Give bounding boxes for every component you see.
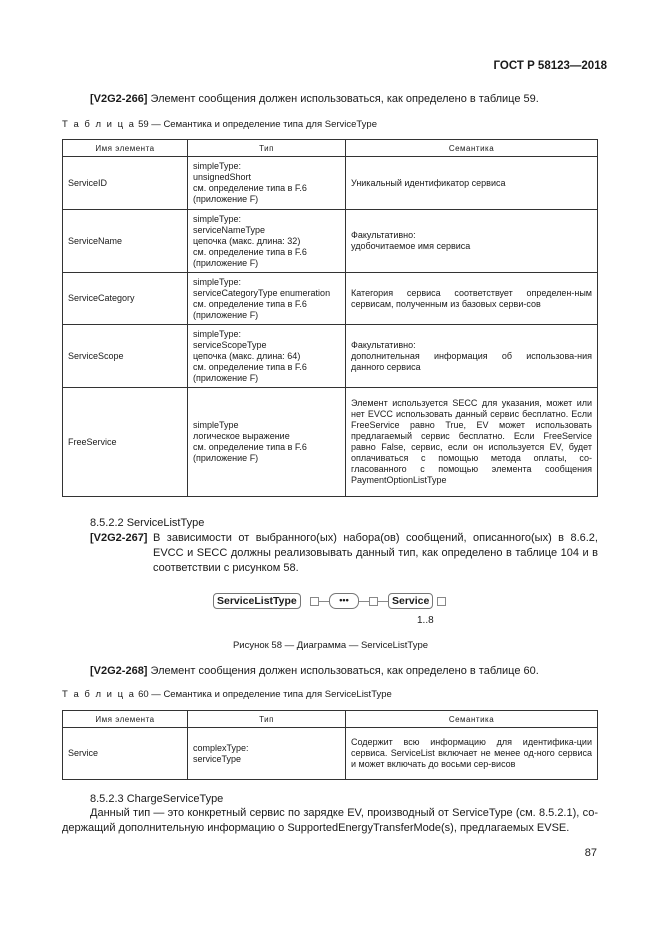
column-header: Тип xyxy=(188,140,346,157)
type-cell xyxy=(188,157,346,210)
type-line: (приложение F) xyxy=(193,257,259,268)
type-line: см. определение типа в F.6 xyxy=(193,246,307,257)
column-header: Семантика xyxy=(346,711,598,728)
type-line: simpleType: xyxy=(193,213,242,224)
figure-58-diagram xyxy=(213,585,453,635)
column-header: Тип xyxy=(188,711,346,728)
semantics-cell: Факультативно: дополнительная информация об использова-ния данного сервиса xyxy=(346,325,598,388)
sequence-square-icon xyxy=(369,597,378,606)
section-text: Данный тип — это конкретный сервис по зарядке EV, производный от ServiceType (см. 8.5.2.1), со-держащий дополнительную информацию о SupportedEnergyTransferMode(s), предлагаемых EVSE. xyxy=(62,807,598,834)
type-line: serviceCategoryType enumeration xyxy=(193,287,331,298)
table-59-caption xyxy=(62,119,377,130)
column-header: Имя элемента xyxy=(63,711,188,728)
section-heading: 8.5.2.3 ChargeServiceType xyxy=(90,793,224,805)
type-cell xyxy=(188,273,346,325)
type-line: (приложение F) xyxy=(193,309,259,320)
type-line: complexType: xyxy=(193,742,249,753)
service-box: Service xyxy=(388,593,433,609)
element-name-cell: ServiceScope xyxy=(63,325,188,388)
element-name-cell: ServiceID xyxy=(63,157,188,210)
semantics-cell: Элемент используется SECC для указания, может или нет EVCC использовать данный сервис бесплатно. Если FreeService равно True, EV может использовать предлагаемый сервис бесплатно. Если FreeService равно False, сервис, если он используется EV, будет оплачиваться с помощью метода оплаты, со-гласованного с помощью элемента сообщения PaymentOptionListType xyxy=(346,388,598,497)
column-header: Семантика xyxy=(346,140,598,157)
column-header: Имя элемента xyxy=(63,140,188,157)
type-line: serviceNameType xyxy=(193,224,266,235)
caption-prefix: Т а б л и ц а xyxy=(62,119,136,130)
requirement-id: [V2G2-268] xyxy=(90,665,148,677)
table-row xyxy=(63,273,598,325)
type-line: serviceType xyxy=(193,753,242,764)
type-line: serviceScopeType xyxy=(193,339,267,350)
table-row xyxy=(63,728,598,780)
semantics-cell: Содержит всю информацию для идентифика-ции сервиса. ServiceList включает не менее од-ного сервиса и может включать до восьми сер-висов xyxy=(346,728,598,780)
type-cell xyxy=(188,210,346,273)
type-line: см. определение типа в F.6 xyxy=(193,183,307,193)
figure-58-caption: Рисунок 58 — Диаграмма — ServiceListType xyxy=(232,640,429,651)
connector-line xyxy=(378,601,388,602)
requirement-text: В зависимости от выбранного(ых) набора(ов) сообщений, описанного(ых) в 8.6.2, EVCC и SECC должны реализовывать данный тип, как определено в таблице 104 и в соответствии с рисунком 58. xyxy=(153,532,598,574)
type-line: simpleType: xyxy=(193,276,242,287)
type-line: (приложение F) xyxy=(193,194,259,204)
table-row xyxy=(63,210,598,273)
type-cell xyxy=(188,388,346,497)
type-cell xyxy=(188,325,346,388)
type-line: simpleType xyxy=(193,420,239,430)
type-line: simpleType: xyxy=(193,161,242,171)
element-name-cell: FreeService xyxy=(63,388,188,497)
page-number: 87 xyxy=(584,847,597,859)
semantics-cell: Факультативно: удобочитаемое имя сервиса xyxy=(346,210,598,273)
type-line: цепочка (макс. длина: 32) xyxy=(193,235,301,246)
paragraph-268 xyxy=(90,664,539,679)
type-line: (приложение F) xyxy=(193,453,259,463)
intro-paragraph xyxy=(90,92,600,107)
requirement-id: [V2G2-266] xyxy=(90,93,148,105)
connector-line xyxy=(359,601,369,602)
connector-line xyxy=(319,601,329,602)
table-60-caption xyxy=(62,689,392,700)
type-line: unsignedShort xyxy=(193,172,252,182)
caption-prefix: Т а б л и ц а xyxy=(62,689,136,700)
table-row xyxy=(63,388,598,497)
servicelisttype-box: ServiceListType xyxy=(213,593,301,609)
expand-square-icon xyxy=(310,597,319,606)
requirement-text: Элемент сообщения должен использоваться, как определено в таблице 59. xyxy=(147,93,539,105)
element-name-cell: ServiceName xyxy=(63,210,188,273)
type-line: (приложение F) xyxy=(193,372,259,383)
type-line: simpleType: xyxy=(193,328,242,339)
semantics-cell: Уникальный идентификатор сервиса xyxy=(346,157,598,210)
plus-square-icon xyxy=(437,597,446,606)
requirement-text: Элемент сообщения должен использоваться, как определено в таблице 60. xyxy=(147,665,539,677)
type-line: логическое выражение xyxy=(193,431,290,441)
type-cell xyxy=(188,728,346,780)
table-header-row xyxy=(63,711,598,728)
type-line: см. определение типа в F.6 xyxy=(193,361,307,372)
table-row xyxy=(63,325,598,388)
sequence-compositor: ••• xyxy=(329,593,359,609)
table-60 xyxy=(62,710,598,780)
element-name-cell: ServiceCategory xyxy=(63,273,188,325)
table-row xyxy=(63,157,598,210)
multiplicity-label: 1..8 xyxy=(417,615,434,626)
type-line: см. определение типа в F.6 xyxy=(193,442,307,452)
requirement-id-label: [V2G2-267] xyxy=(90,532,148,544)
type-line: цепочка (макс. длина: 64) xyxy=(193,350,301,361)
document-code: ГОСТ Р 58123—2018 xyxy=(493,60,607,72)
caption-text: 60 — Семантика и определение типа для ServiceListType xyxy=(135,689,392,700)
table-header-row xyxy=(63,140,598,157)
caption-text: 59 — Семантика и определение типа для ServiceType xyxy=(135,119,378,130)
section-heading: 8.5.2.2 ServiceListType xyxy=(90,517,205,529)
type-line: см. определение типа в F.6 xyxy=(193,298,307,309)
semantics-cell: Категория сервиса соответствует определен-ным сервисам, полученным из базовых серви-сов xyxy=(346,273,598,325)
element-name-cell: Service xyxy=(63,728,188,780)
table-59 xyxy=(62,139,598,497)
